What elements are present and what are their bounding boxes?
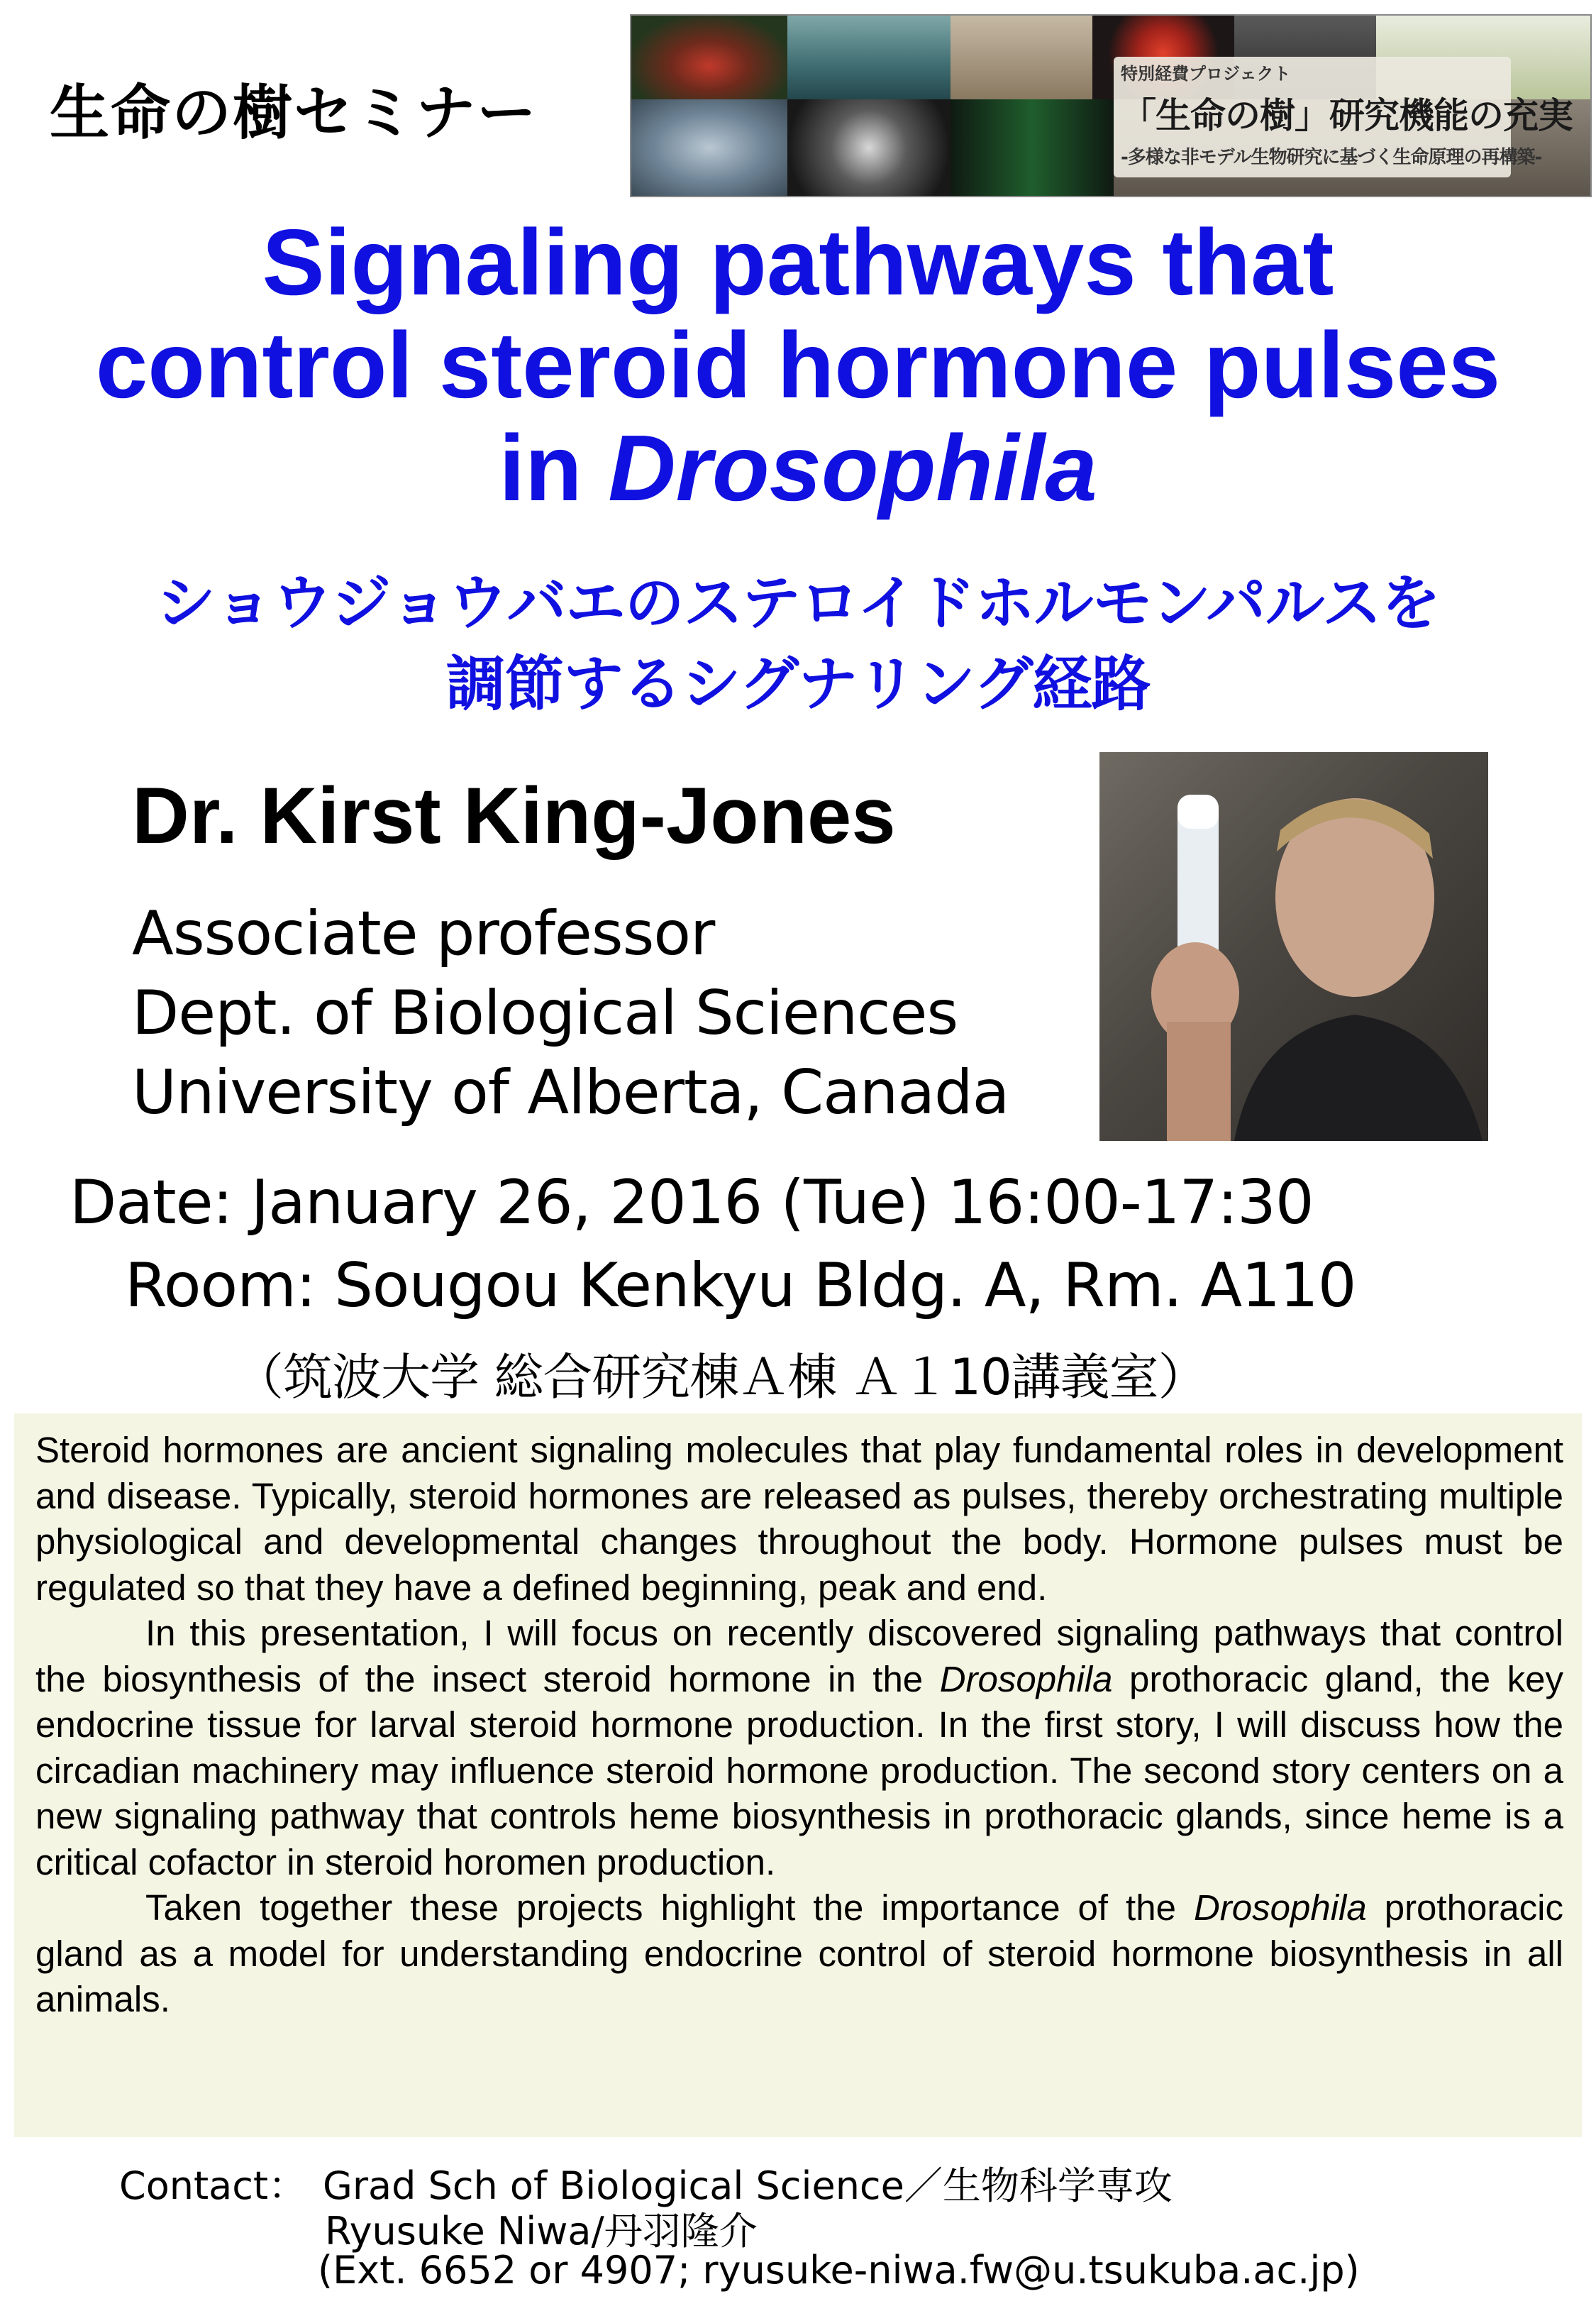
abstract-paragraph-2 [35,1611,1563,1885]
speaker-position: Associate professor [132,898,715,969]
banner-photo-urchin [787,99,951,196]
title-line1: Signaling pathways that [262,210,1334,314]
abstract-p3-part1: Taken together these projects highlight the importance of the [145,1887,1194,1928]
title-line3-prefix: in [499,416,609,520]
banner-caption-line1: 特別経費プロジェクト [1121,64,1291,84]
title-jp-line1: ショウジョウバエのステロイドホルモンパルスを [155,568,1441,638]
event-room: Room: Sougou Kenkyu Bldg. A, Rm. A110 [125,1250,1356,1321]
speaker-photo [1099,752,1488,1141]
event-room-jp: （筑波大学 総合研究棟Ａ棟 Ａ１10講義室） [234,1348,1207,1406]
banner-photo-polyp [951,16,1092,99]
banner-photo-protist [631,99,787,196]
title-jp-line2: 調節するシグナリング経路 [445,649,1151,719]
abstract-paragraph-1: Steroid hormones are ancient signaling molecules that play fundamental roles in development and disease. Typically, steroid hormones are released as pulses, thereby orchestrating multiple physiological and developmental changes throughout the body. Hormone pulses must be regulated so that they have a defined beginning, peak and end. [35,1430,1563,1608]
title-line3-italic: Drosophila [608,416,1097,520]
title-line3 [0,416,1596,521]
contact-label: Contact： [119,2163,307,2208]
speaker-name: Dr. Kirst King-Jones [132,771,896,860]
speaker-institution: University of Alberta, Canada [132,1057,1009,1128]
banner-caption-line2: 「生命の樹」研究機能の充実 [1121,95,1573,136]
abstract-p2-part1: In this presentation, I will focus on recently discovered signaling pathways that control the biosynthesis of the insect steroid hormone in the [35,1613,1563,1699]
banner-caption [1114,57,1573,177]
abstract-box [14,1413,1582,2137]
contact-line1: Grad Sch of Biological Science／生物科学専攻 [323,2163,1173,2208]
abstract-p3-part2: prothoracic gland as a model for understanding endocrine control of steroid hormone biosynthesis in all animals. [35,1887,1563,2019]
abstract-paragraph-3 [35,1885,1563,2023]
series-title: 生命の樹セミナー [50,78,538,148]
project-banner [630,14,1592,197]
abstract-p2-italic: Drosophila [939,1658,1113,1699]
abstract-p3-italic: Drosophila [1193,1887,1367,1928]
abstract-p2-part2: prothoracic gland, the key endocrine tissue for larval steroid hormone production. In the first story, I will discuss how the circadian machinery may influence steroid hormone production. The second story centers on a new signaling pathway that controls heme biosynthesis in prothoracic glands, since heme is a critical cofactor in steroid horomen production. [35,1658,1563,1882]
speaker-department: Dept. of Biological Sciences [132,978,958,1049]
title-line2: control steroid hormone pulses [95,313,1501,417]
contact-line3: (Ext. 6652 or 4907; ryusuke-niwa.fw@u.tsukuba.ac.jp) [318,2248,1360,2293]
event-date: Date: January 26, 2016 (Tue) 16:00-17:30 [70,1167,1314,1238]
banner-caption-line3: -多様な非モデル生物研究に基づく生命原理の再構築- [1121,147,1542,168]
banner-photo-fish [951,99,1114,196]
banner-photo-hydroid [787,16,951,99]
contact-line2: Ryusuke Niwa/丹羽隆介 [325,2209,758,2253]
speaker-photo-illustration [1099,752,1488,1141]
banner-photo-newt [631,16,787,99]
